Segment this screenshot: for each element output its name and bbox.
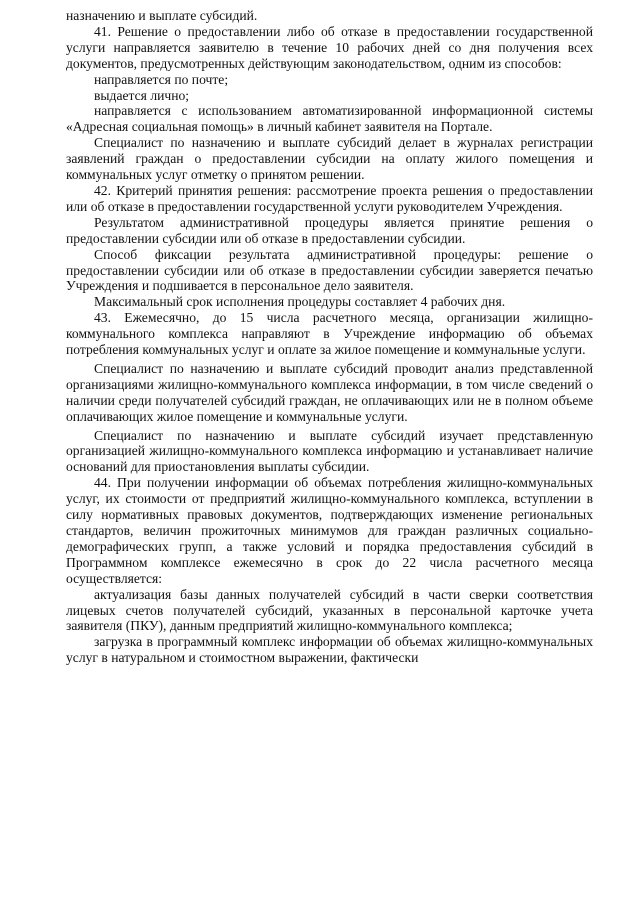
document-page bbox=[66, 8, 593, 666]
paragraph-study-info: Специалист по назначению и выплате субсидий изучает представленную организацией жилищно-коммунального комплекса информацию и устанавливает наличие оснований для приостановления выплаты субсидии. bbox=[66, 427, 593, 475]
paragraph-result: Результатом административной процедуры является принятие решения о предоставлении субсидии или об отказе в предоставлении субсидии. bbox=[66, 214, 593, 246]
paragraph-method-personal: выдается лично; bbox=[94, 87, 190, 103]
paragraph-max-term: Максимальный срок исполнения процедуры составляет 4 рабочих дня. bbox=[94, 294, 506, 310]
paragraph-43: 43. Ежемесячно, до 15 числа расчетного месяца, организации жилищно-коммунального комплекса направляют в Учреждение информацию об объемах потребления коммунальных услуг и оплате за жилое помещение и коммунальные услуги. bbox=[66, 310, 593, 358]
paragraph-loading: загрузка в программный комплекс информации об объемах жилищно-коммунальных услуг в натуральном и стоимостном выражении, фактически bbox=[66, 634, 593, 666]
paragraph-method-portal: направляется с использованием автоматизированной информационной системы «Адресная социальная помощь» в личный кабинет заявителя на Портале. bbox=[66, 103, 593, 135]
paragraph-analysis: Специалист по назначению и выплате субсидий проводит анализ представленной организациями жилищно-коммунального комплекса информации, в том числе сведений о наличии среди получателей субсидий граждан, не оплачивающих или не в полном объеме оплачивающих жилое помещение и коммунальные услуги. bbox=[66, 360, 593, 424]
paragraph-method-post: направляется по почте; bbox=[94, 71, 229, 87]
paragraph-actualization: актуализация базы данных получателей субсидий в части сверки соответствия лицевых счетов получателей субсидий, указанных в персональной карточке учета заявителя (ПКУ), данным предприятий жилищно-коммунального комплекса; bbox=[66, 586, 593, 634]
paragraph-continuation: назначению и выплате субсидий. bbox=[66, 8, 258, 23]
paragraph-journal-mark: Специалист по назначению и выплате субсидий делает в журналах регистрации заявлений граждан о предоставлении субсидии на оплату жилого помещения и коммунальных услуг отметку о принятом решении. bbox=[66, 135, 593, 183]
paragraph-42: 42. Критерий принятия решения: рассмотрение проекта решения о предоставлении или об отказе в предоставлении государственной услуги руководителем Учреждения. bbox=[66, 182, 593, 214]
paragraph-fixation: Способ фиксации результата административной процедуры: решение о предоставлении субсидии или об отказе в предоставлении субсидии заверяется печатью Учреждения и подшивается в персональное дело заявителя. bbox=[66, 246, 593, 294]
paragraph-44: 44. При получении информации об объемах потребления жилищно-коммунальных услуг, их стоимости от предприятий жилищно-коммунального комплекса, вступлении в силу нормативных правовых документов, подтверждающих изменение региональных стандартов, величин прожиточных минимумов для граждан различных социально-демографических групп, а также условий и порядка предоставления субсидий в Программном комплексе ежемесячно в срок до 22 числа расчетного месяца осуществляется: bbox=[66, 475, 593, 586]
paragraph-41: 41. Решение о предоставлении либо об отказе в предоставлении государственной услуги направляется заявителю в течение 10 рабочих дней со дня получения всех документов, предусмотренных действующим законодательством, одним из способов: bbox=[66, 23, 593, 71]
